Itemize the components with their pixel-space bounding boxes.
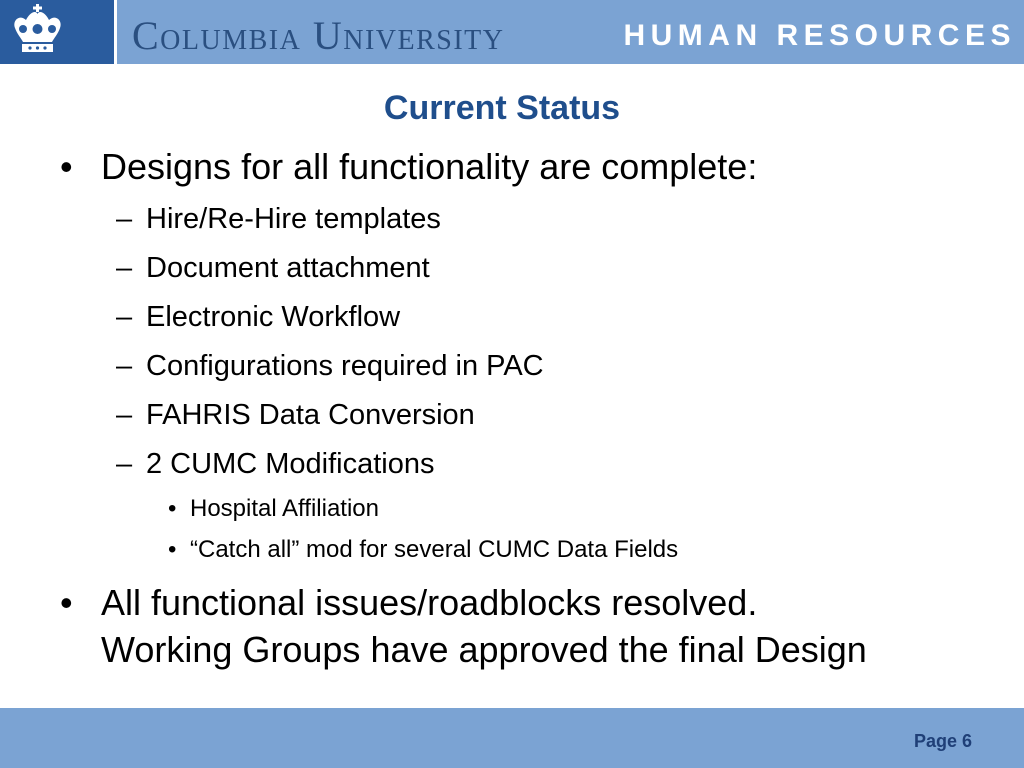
sub-bullet-text: Document attachment — [146, 252, 430, 284]
sub-bullet-text: Hire/Re-Hire templates — [146, 203, 441, 235]
dash-marker: – — [116, 203, 133, 235]
small-bullet-marker: • — [168, 536, 177, 563]
dash-marker: – — [116, 399, 133, 431]
dash-marker: – — [116, 301, 133, 333]
page-number: Page 6 — [913, 731, 972, 751]
slide-title: Current Status — [383, 89, 621, 127]
sub-sub-bullet-text: “Catch all” mod for several CUMC Data Fields — [190, 536, 679, 563]
small-bullet-marker: • — [168, 495, 177, 522]
header-divider — [114, 0, 117, 64]
footer-band — [0, 708, 1024, 768]
sub-bullet-text: FAHRIS Data Conversion — [146, 399, 475, 431]
bullet-text: All functional issues/roadblocks resolved. — [101, 582, 758, 623]
university-wordmark: Columbia University — [132, 13, 505, 58]
bullet-text-continued: Working Groups have approved the final Design — [101, 629, 867, 670]
crown-icon — [0, 0, 114, 64]
department-label: HUMAN RESOURCES — [623, 19, 1016, 52]
sub-bullet-text: 2 CUMC Modifications — [146, 448, 435, 480]
bullet-marker: • — [60, 146, 73, 187]
dash-marker: – — [116, 252, 133, 284]
bullet-text: Designs for all functionality are complete: — [101, 146, 758, 187]
bullet-marker: • — [60, 582, 73, 623]
sub-sub-bullet-text: Hospital Affiliation — [190, 495, 379, 522]
sub-bullet-text: Configurations required in PAC — [146, 350, 544, 382]
dash-marker: – — [116, 350, 133, 382]
sub-bullet-text: Electronic Workflow — [146, 301, 401, 333]
header-band — [0, 0, 1024, 64]
dash-marker: – — [116, 448, 133, 480]
logo-box — [0, 0, 114, 64]
